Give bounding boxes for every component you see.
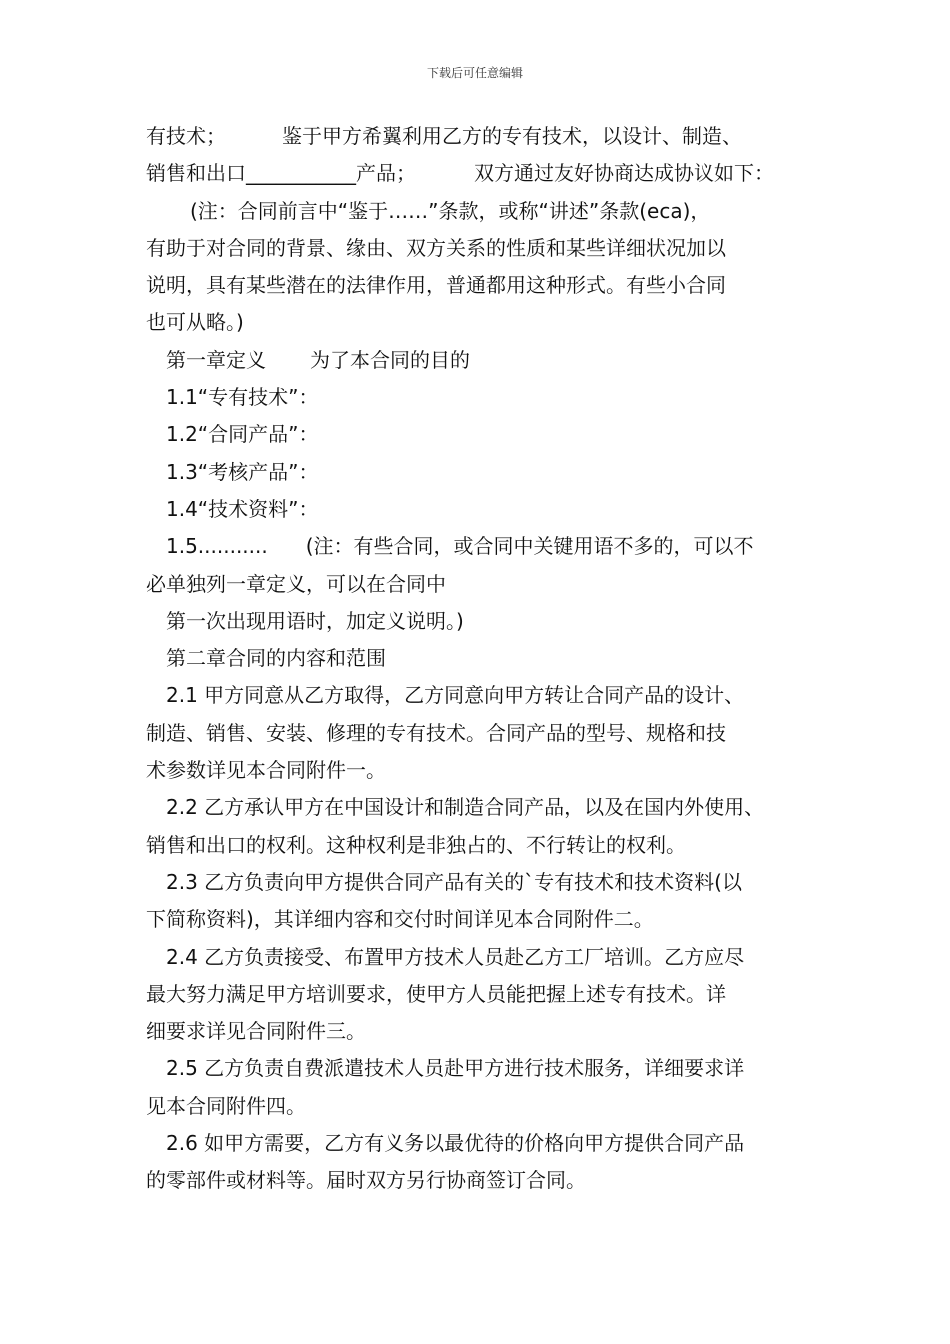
clause-line: 2.4 乙方负责接受、布置甲方技术人员赴乙方工厂培训。乙方应尽	[166, 944, 745, 969]
text-line: 有技术； 鉴于甲方希翼利用乙方的专有技术，以设计、制造、	[146, 124, 742, 148]
text-line: 术参数详见本合同附件一。	[146, 758, 386, 783]
chapter-heading: 第一章定义 为了本合同的目的	[166, 347, 470, 372]
document-body	[146, 118, 826, 1200]
definition-item: 1.2“合同产品”：	[166, 422, 319, 447]
text-line: 必单独列一章定义，可以在合同中	[146, 571, 446, 596]
definition-item: 1.1“专有技术”：	[166, 385, 319, 410]
clause-line: 2.5 乙方负责自费派遣技术人员赴甲方进行技术服务，详细要求详	[166, 1056, 745, 1081]
text-line: 说明，具有某些潜在的法律作用，普通都用这种形式。有些小合同	[146, 273, 726, 298]
note-paragraph: (注：合同前言中“鉴于……”条款，或称“讲述”条款(eca)，	[190, 198, 711, 223]
definition-item: 1.5........... (注：有些合同，或合同中关键用语不多的，可以不	[166, 534, 754, 559]
clause-line: 2.3 乙方负责向甲方提供合同产品有关的`专有技术和技术资料(以	[166, 869, 742, 894]
text-line: 下简称资料)，其详细内容和交付时间详见本合同附件二。	[146, 907, 654, 932]
definition-item: 1.3“考核产品”：	[166, 459, 319, 484]
text-line: 有助于对合同的背景、缘由、双方关系的性质和某些详细状况加以	[146, 235, 726, 260]
text-line: 最大努力满足甲方培训要求，使甲方人员能把握上述专有技术。详	[146, 981, 726, 1006]
text-line: 销售和出口___________产品； 双方通过友好协商达成协议如下：	[146, 161, 774, 186]
text-line: 见本合同附件四。	[146, 1093, 306, 1118]
text-line: 的零部件或材料等。届时双方另行协商签订合同。	[146, 1168, 586, 1193]
text-line: 制造、销售、安装、修理的专有技术。合同产品的型号、规格和技	[146, 720, 726, 745]
chapter-heading: 第二章合同的内容和范围	[166, 646, 386, 671]
clause-line: 2.2 乙方承认甲方在中国设计和制造合同产品，以及在国内外使用、	[166, 795, 765, 820]
page-header: 下载后可任意编辑	[426, 66, 523, 80]
text-line: 第一次出现用语时，加定义说明。)	[166, 608, 464, 633]
definition-item: 1.4“技术资料”：	[166, 496, 319, 521]
text-line: 也可从略。)	[146, 310, 244, 335]
clause-line: 2.6 如甲方需要，乙方有义务以最优待的价格向甲方提供合同产品	[166, 1131, 745, 1156]
clause-line: 2.1 甲方同意从乙方取得，乙方同意向甲方转让合同产品的设计、	[166, 683, 745, 708]
text-line: 细要求详见合同附件三。	[146, 1019, 366, 1044]
text-line: 销售和出口的权利。这种权利是非独占的、不行转让的权利。	[146, 832, 686, 857]
